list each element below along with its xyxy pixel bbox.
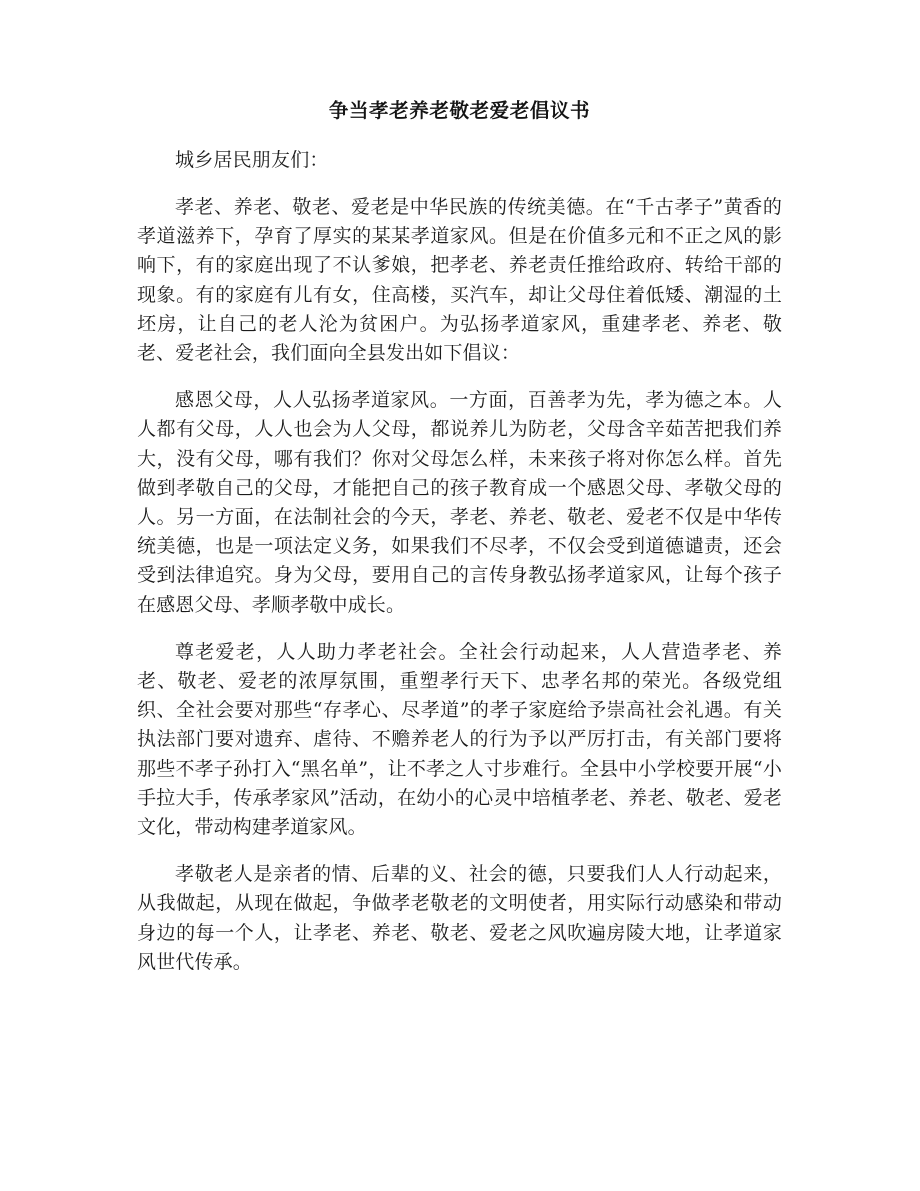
document-body (137, 96, 782, 977)
body-paragraph-2: 感恩父母，人人弘扬孝道家风。一方面，百善孝为先，孝为德之本。人人都有父母，人人也会为人父母，都说养儿为防老，父母含辛茹苦把我们养大，没有父母，哪有我们？你对父母怎么样，未来孩子将对你怎么样。首先做到孝敬自己的父母，才能把自己的孩子教育成一个感恩父母、孝敬父母的人。另一方面，在法制社会的今天，孝老、养老、敬老、爱老不仅是中华传统美德，也是一项法定义务，如果我们不尽孝，不仅会受到道德谴责，还会受到法律追究。身为父母，要用自己的言传身教弘扬孝道家风，让每个孩子在感恩父母、孝顺孝敬中成长。 (137, 389, 782, 616)
document-title: 争当孝老养老敬老爱老倡议书 (328, 99, 591, 122)
salutation: 城乡居民朋友们： (175, 149, 329, 171)
body-paragraph-3: 尊老爱老，人人助力孝老社会。全社会行动起来，人人营造孝老、养老、敬老、爱老的浓厚氛围，重塑孝行天下、忠孝名邦的荣光。各级党组织、全社会要对那些“存孝心、尽孝道”的孝子家庭给予崇高社会礼遇。有关执法部门要对遗弃、虐待、不赡养老人的行为予以严厉打击，有关部门要将那些不孝子孙打入“黑名单”，让不孝之人寸步难行。全县中小学校要开展“小手拉大手，传承孝家风”活动，在幼小的心灵中培植孝老、养老、敬老、爱老文化，带动构建孝道家风。 (137, 640, 782, 839)
body-paragraph-4: 孝敬老人是亲者的情、后辈的义、社会的德，只要我们人人行动起来，从我做起，从现在做起，争做孝老敬老的文明使者，用实际行动感染和带动身边的每一个人，让孝老、养老、敬老、爱老之风吹遍房陵大地，让孝道家风世代传承。 (137, 863, 782, 973)
body-paragraph-1: 孝老、养老、敬老、爱老是中华民族的传统美德。在“千古孝子”黄香的孝道滋养下，孕育了厚实的某某孝道家风。但是在价值多元和不正之风的影响下，有的家庭出现了不认爹娘，把孝老、养老责任推给政府、转给干部的现象。有的家庭有儿有女，住高楼，买汽车，却让父母住着低矮、潮湿的土坯房，让自己的老人沦为贫困户。为弘扬孝道家风，重建孝老、养老、敬老、爱老社会，我们面向全县发出如下倡议： (137, 196, 782, 365)
